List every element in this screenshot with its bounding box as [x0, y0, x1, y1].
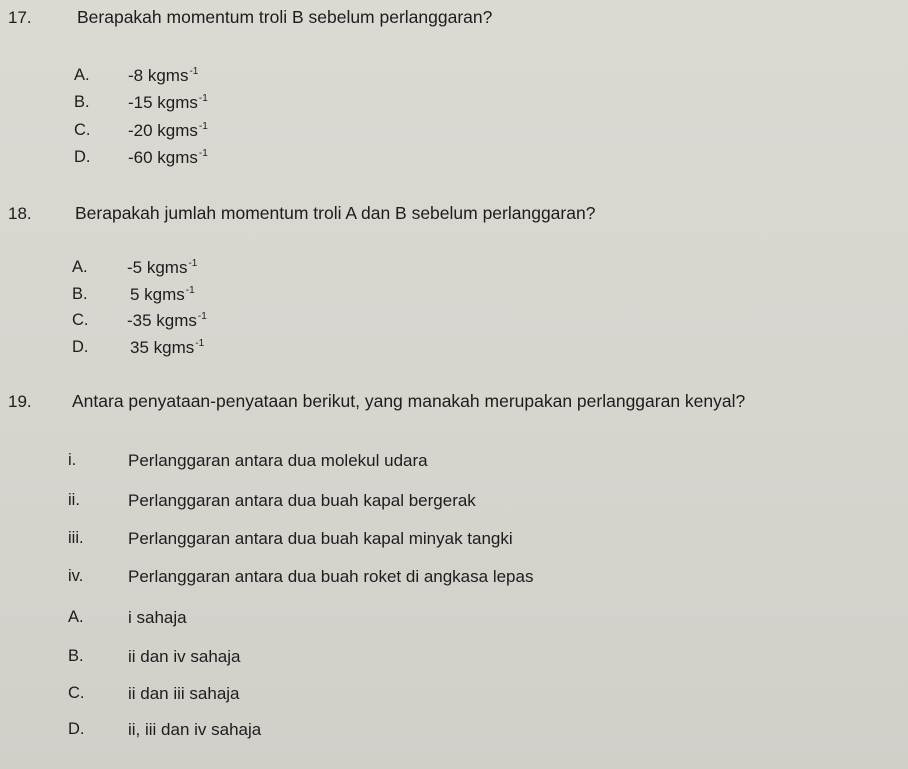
option-label: D.: [72, 338, 89, 356]
option-value: ii, iii dan iv sahaja: [128, 720, 262, 739]
statement-text: Perlanggaran antara dua molekul udara: [128, 451, 428, 470]
statement-label: ii.: [68, 491, 80, 509]
option-value: -15 kgms$^{-1}$: [128, 93, 208, 112]
option-value: -5 kgms$^{-1}$: [127, 258, 198, 277]
option-value: 5 kgms$^{-1}$: [130, 285, 195, 304]
option-label: A.: [72, 258, 88, 276]
option-label: B.: [74, 93, 90, 111]
option-value: -8 kgms$^{-1}$: [128, 66, 199, 85]
option-value: -20 kgms$^{-1}$: [128, 121, 208, 140]
option-label: D.: [74, 148, 91, 166]
question-text: Antara penyataan-penyataan berikut, yang manakah merupakan perlanggaran kenyal?: [72, 391, 746, 411]
question-text: Berapakah momentum troli B sebelum perlanggaran?: [77, 7, 493, 27]
question-text: Berapakah jumlah momentum troli A dan B sebelum perlanggaran?: [75, 203, 596, 223]
statement-text: Perlanggaran antara dua buah roket di angkasa lepas: [128, 567, 534, 586]
statement-label: iv.: [68, 567, 84, 585]
option-value: 35 kgms$^{-1}$: [130, 338, 205, 357]
option-label: A.: [68, 608, 84, 626]
option-label: A.: [74, 66, 90, 84]
option-value: ii dan iii sahaja: [128, 684, 240, 703]
option-value: ii dan iv sahaja: [128, 647, 241, 666]
option-label: B.: [68, 647, 84, 665]
statement-text: Perlanggaran antara dua buah kapal bergerak: [128, 491, 476, 510]
question-number: 18.: [8, 204, 32, 223]
option-label: C.: [74, 121, 91, 139]
option-value: i sahaja: [128, 608, 187, 627]
option-label: B.: [72, 285, 88, 303]
option-value: -35 kgms$^{-1}$: [127, 311, 207, 330]
option-label: C.: [68, 684, 85, 702]
option-value: -60 kgms$^{-1}$: [128, 148, 208, 167]
statement-label: i.: [68, 451, 77, 469]
statement-text: Perlanggaran antara dua buah kapal minyak tangki: [128, 529, 513, 548]
option-label: C.: [72, 311, 89, 329]
question-number: 17.: [8, 8, 32, 27]
option-label: D.: [68, 720, 85, 738]
question-number: 19.: [8, 392, 32, 411]
statement-label: iii.: [68, 529, 84, 547]
